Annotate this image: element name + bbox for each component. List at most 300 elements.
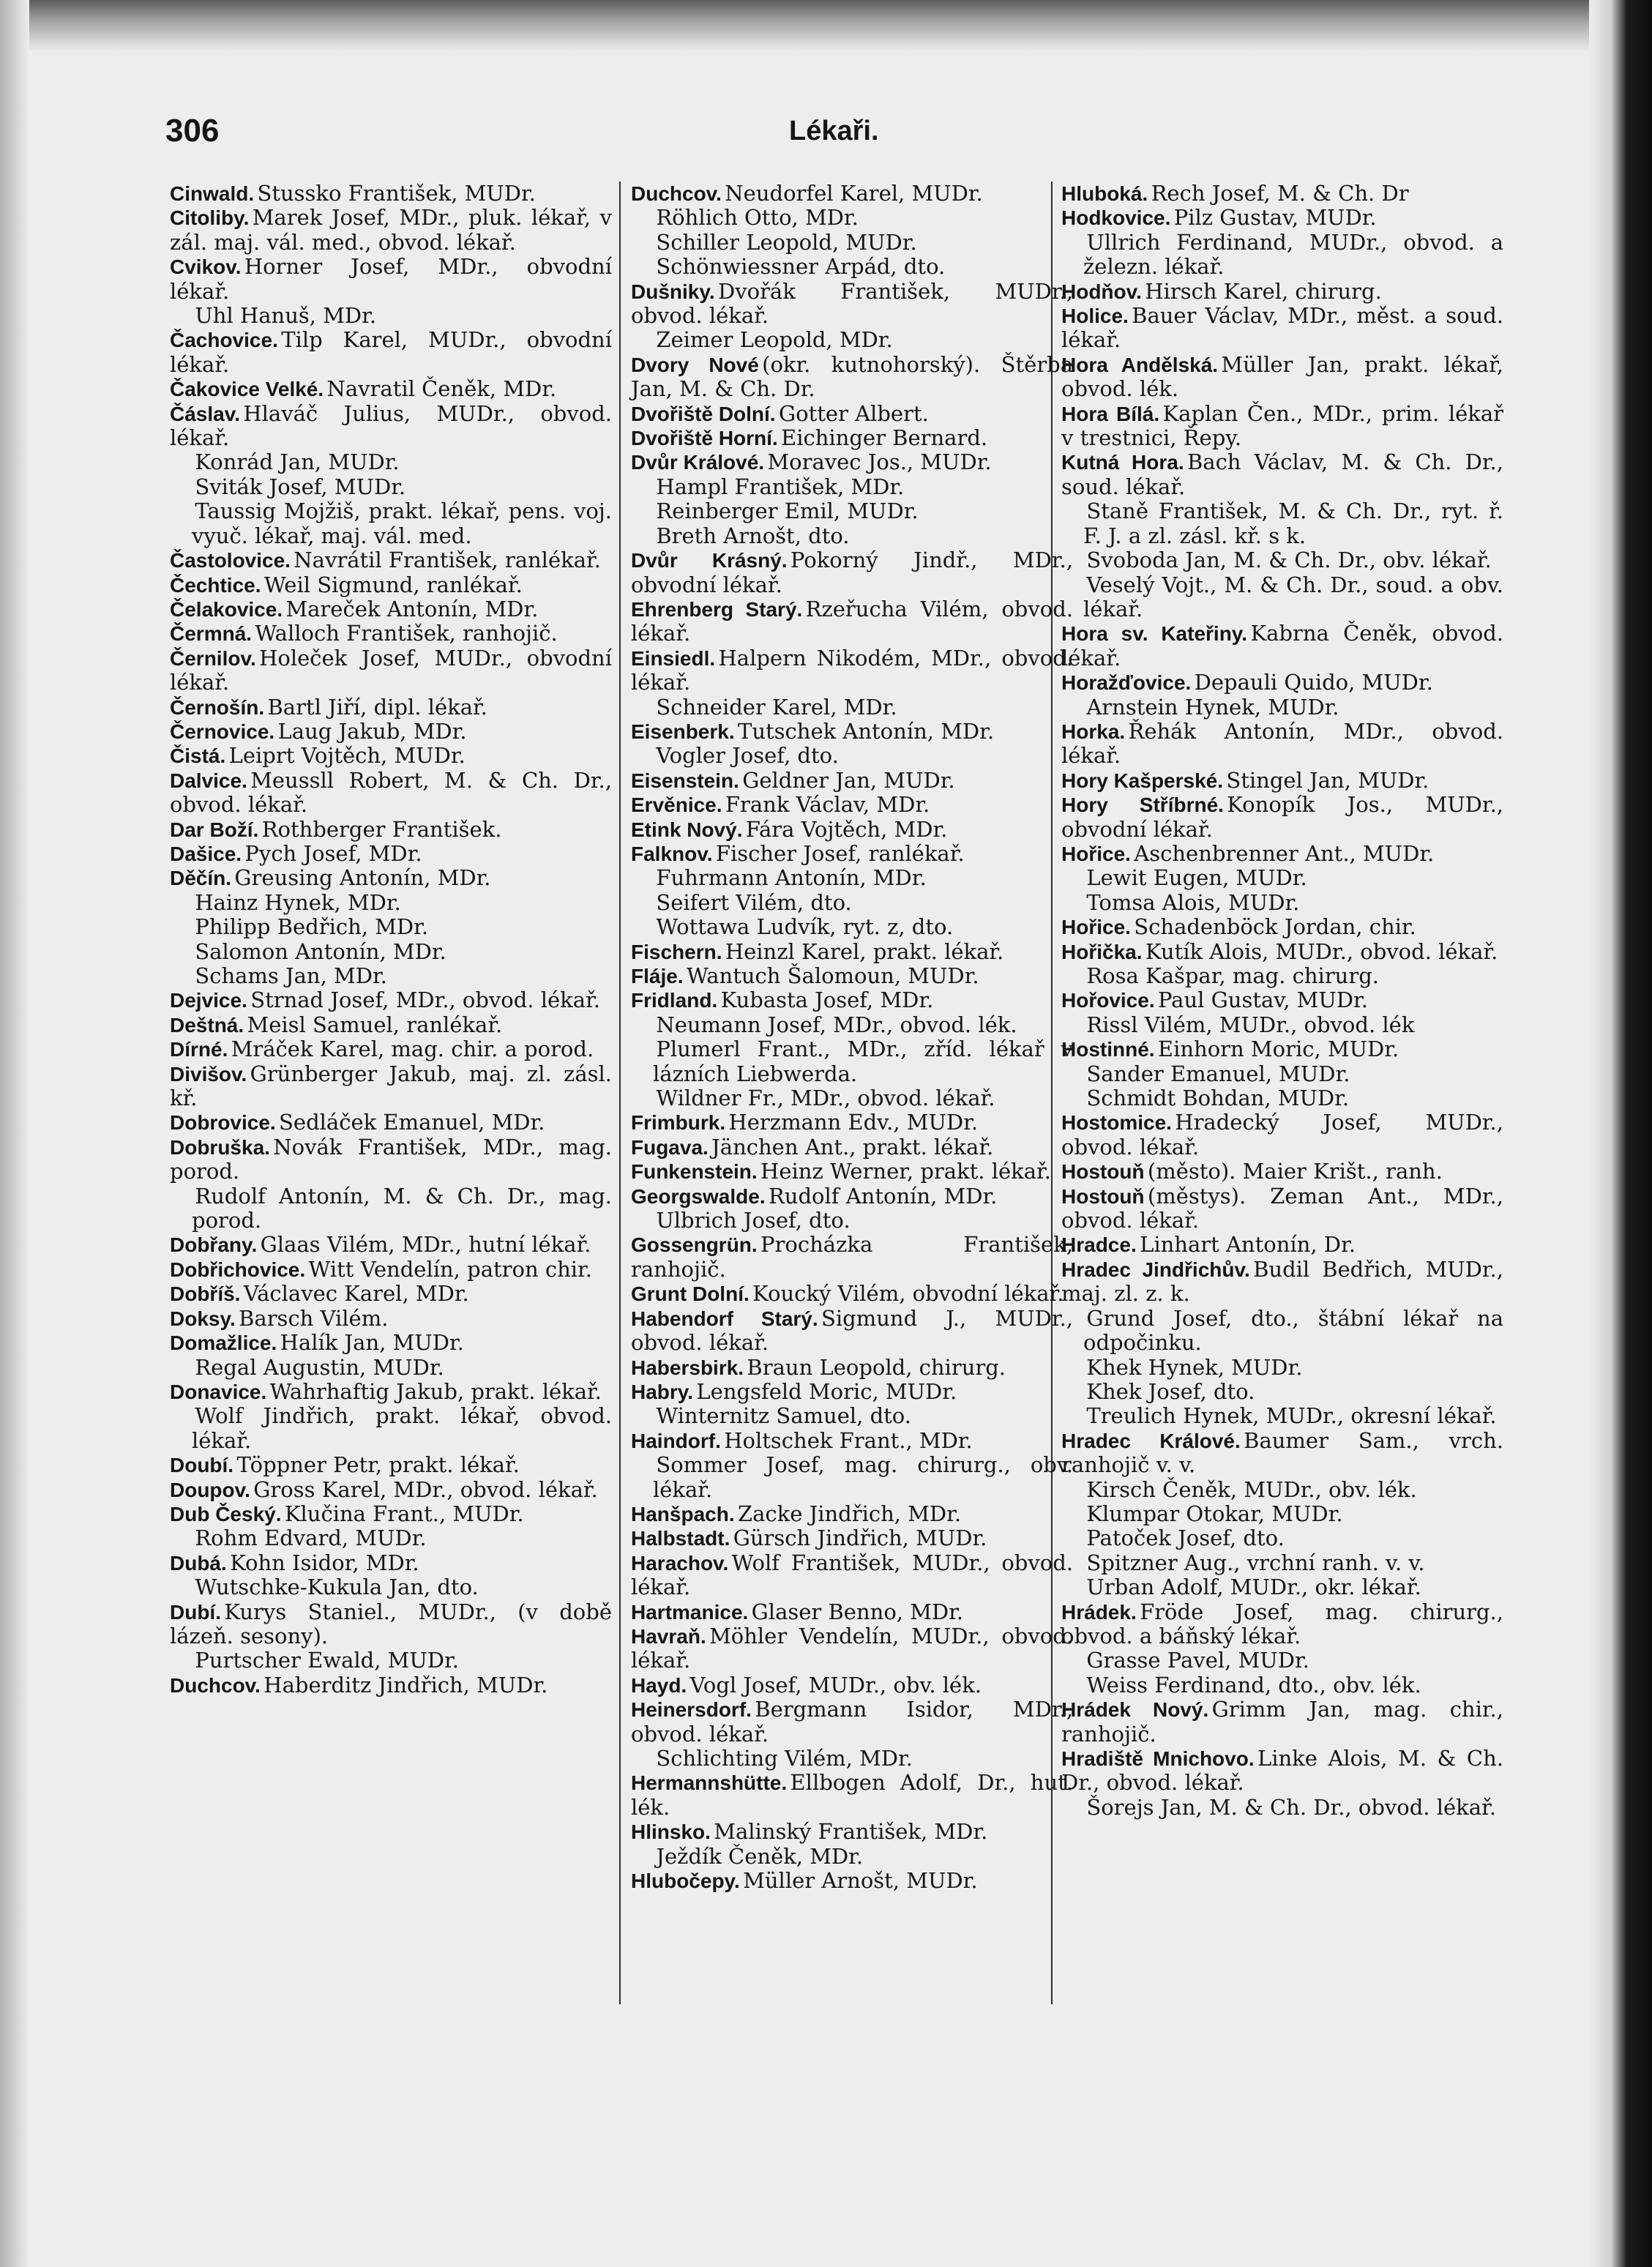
directory-entry	[170, 206, 612, 255]
directory-entry	[170, 1453, 612, 1477]
directory-entry	[631, 964, 1073, 988]
directory-entry	[170, 1526, 612, 1550]
physician-details: Horner Josef, MDr., obvodní lékař.	[170, 254, 612, 304]
physician-details: Linke Alois, M. & Ch. Dr., obvod. lékař.	[1061, 1746, 1503, 1796]
physician-details: Bach Václav, M. & Ch. Dr., soud. lékař.	[1061, 449, 1503, 499]
directory-entry	[170, 182, 612, 206]
physician-details: Rosa Kašpar, mag. chirurg.	[1086, 963, 1379, 988]
directory-entry	[1061, 280, 1503, 304]
place-name: Hradce.	[1061, 1233, 1137, 1257]
physician-details: Frank Václav, MDr.	[725, 792, 930, 818]
place-name: Hlinsko.	[631, 1820, 711, 1844]
directory-entry	[1061, 621, 1503, 671]
directory-entry	[170, 1551, 612, 1575]
physician-details: Gotter Albert.	[778, 400, 929, 426]
place-name: Hořovice.	[1061, 989, 1155, 1012]
physician-details: Greusing Antonín, MDr.	[234, 865, 491, 891]
physician-details: Regal Augustin, MUDr.	[195, 1354, 444, 1380]
place-name: Děčín.	[170, 867, 232, 890]
directory-entry	[631, 695, 1073, 720]
physician-details: Moravec Jos., MUDr.	[767, 449, 992, 475]
directory-entry	[631, 1037, 1073, 1086]
physician-details: Khek Josef, dto.	[1086, 1378, 1255, 1404]
place-name: Hrádek.	[1061, 1600, 1137, 1624]
directory-entry	[1061, 1307, 1503, 1356]
place-name: Hradiště Mnichovo.	[1061, 1747, 1255, 1770]
place-name: Dvořiště Horní.	[631, 427, 778, 450]
physician-details: Gürsch Jindřich, MUDr.	[733, 1525, 987, 1551]
place-name: Čermná.	[170, 622, 253, 646]
physician-details: Stussko František, MUDr.	[257, 181, 536, 206]
physician-details: Navrátil František, ranlékař.	[294, 548, 601, 573]
physician-details: Klumpar Otokar, MUDr.	[1086, 1501, 1343, 1526]
directory-entry	[1061, 573, 1503, 622]
physician-details: Neumann Josef, MDr., obvod. lék.	[656, 1012, 1017, 1037]
directory-entry	[170, 450, 612, 474]
directory-entry	[631, 1209, 1073, 1233]
directory-entry	[170, 573, 612, 597]
directory-entry	[170, 402, 612, 451]
physician-details: Linhart Antonín, Dr.	[1140, 1232, 1356, 1258]
directory-entry	[631, 353, 1073, 402]
place-name: Duchcov.	[631, 182, 722, 205]
directory-entry	[170, 744, 612, 768]
place-name: Havraň.	[631, 1624, 706, 1648]
directory-entry	[631, 818, 1073, 842]
physician-details: Tomsa Alois, MUDr.	[1086, 889, 1300, 915]
directory-entry	[170, 1110, 612, 1135]
physician-details: Pych Josef, MDr.	[244, 840, 422, 866]
physician-details: Wildner Fr., MDr., obvod. lékař.	[656, 1086, 995, 1111]
directory-entry	[631, 842, 1073, 866]
directory-entry	[1061, 304, 1503, 353]
place-name: Georgswalde.	[631, 1184, 766, 1208]
directory-entry	[170, 988, 612, 1012]
physician-details: Malinský František, MDr.	[714, 1819, 988, 1845]
place-name: Dubí.	[170, 1600, 221, 1624]
place-name: Hostouň	[1061, 1160, 1145, 1184]
place-name: Hermannshütte.	[631, 1771, 788, 1795]
directory-entry	[170, 304, 612, 328]
physician-details: Khek Hynek, MUDr.	[1086, 1354, 1303, 1380]
place-name: Čakovice Velké.	[170, 378, 324, 401]
physician-details: Schiller Leopold, MUDr.	[656, 229, 917, 255]
directory-entry	[170, 1478, 612, 1502]
place-name: Dar Boží.	[170, 818, 259, 841]
physician-details: Heinz Werner, prakt. lékař.	[760, 1159, 1051, 1184]
physician-details: Grund Josef, dto., štábní lékař na odpočinku.	[1083, 1305, 1503, 1356]
directory-entry	[170, 720, 612, 744]
place-name: Čistá.	[170, 744, 226, 768]
physician-details: Procházka František, ranhojič.	[631, 1232, 1073, 1282]
place-name: Hory Stříbrné.	[1061, 793, 1224, 817]
place-name: Duchcov.	[170, 1673, 261, 1697]
directory-entry	[1061, 1258, 1503, 1307]
physician-details: Urban Adolf, MUDr., okr. lékař.	[1086, 1575, 1421, 1600]
directory-entry	[1061, 695, 1503, 720]
directory-entry	[631, 1404, 1073, 1428]
physician-details: Wutschke-Kukula Jan, dto.	[195, 1575, 479, 1600]
physician-details: Winternitz Samuel, dto.	[656, 1403, 911, 1429]
physician-details: Walloch František, ranhojič.	[255, 621, 558, 646]
directory-entry	[631, 206, 1073, 230]
directory-entry	[631, 255, 1073, 279]
directory-entry	[170, 891, 612, 915]
place-name: Gossengrün.	[631, 1233, 758, 1257]
physician-details: Geldner Jan, MUDr.	[742, 767, 955, 793]
directory-entry	[1061, 1648, 1503, 1673]
directory-entry	[631, 1502, 1073, 1526]
physician-details: Reinberger Emil, MUDr.	[656, 498, 919, 524]
directory-entry	[1061, 1380, 1503, 1404]
place-name: Černošín.	[170, 695, 265, 719]
directory-entry	[631, 720, 1073, 744]
place-name: Divišov.	[170, 1062, 247, 1086]
place-name: Falknov.	[631, 842, 713, 865]
place-name: Domažlice.	[170, 1332, 277, 1355]
physician-details: Weil Sigmund, ranlékař.	[264, 572, 523, 597]
place-name: Hartmanice.	[631, 1600, 749, 1624]
physician-details: Rissl Vilém, MUDr., obvod. lék	[1086, 1012, 1415, 1037]
physician-details: Weiss Ferdinand, dto., obv. lék.	[1086, 1672, 1421, 1698]
place-name: Dobřichovice.	[170, 1258, 306, 1281]
directory-entry	[631, 1698, 1073, 1747]
directory-entry	[1061, 1013, 1503, 1037]
physician-details: Braun Leopold, chirurg.	[747, 1354, 1006, 1380]
place-name: Černovice.	[170, 720, 275, 743]
directory-entry	[170, 499, 612, 548]
directory-entry	[1061, 769, 1503, 793]
directory-entry	[631, 597, 1073, 646]
place-name: Haindorf.	[631, 1429, 721, 1452]
physician-details: Meisl Samuel, ranlékař.	[247, 1012, 503, 1037]
physician-details: Eichinger Bernard.	[781, 425, 988, 451]
place-name: Čáslav.	[170, 402, 240, 425]
place-name: Dub Český.	[170, 1502, 282, 1525]
directory-entry	[631, 475, 1073, 499]
place-name: Dobřany.	[170, 1233, 258, 1257]
physician-details: Halík Jan, MUDr.	[280, 1330, 464, 1356]
physician-details: Wantuch Šalomoun, MUDr.	[686, 963, 979, 988]
physician-details: Sviták Josef, MUDr.	[195, 474, 406, 499]
directory-entry	[1061, 1526, 1503, 1550]
place-name: Hayd.	[631, 1673, 687, 1697]
directory-entry	[1061, 1747, 1503, 1796]
physician-details: Schönwiessner Arpád, dto.	[656, 254, 946, 280]
physician-details: Sommer Josef, mag. chirurg., obv. lékař.	[653, 1452, 1073, 1502]
directory-column-2	[631, 182, 1073, 1893]
physician-details: Budil Bedřich, MUDr., maj. zl. z. k.	[1061, 1256, 1503, 1307]
physician-details: Fröde Josef, mag. chirurg., obvod. a báňský lékař.	[1061, 1599, 1503, 1648]
place-name: Čelakovice.	[170, 597, 283, 621]
directory-entry	[1061, 1159, 1503, 1184]
physician-details: Řehák Antonín, MDr., obvod. lékař.	[1061, 718, 1503, 769]
place-name: Hodňov.	[1061, 280, 1142, 303]
physician-details: Lengsfeld Moric, MUDr.	[696, 1378, 957, 1404]
place-name: Kutná Hora.	[1061, 451, 1184, 474]
directory-entry	[170, 1575, 612, 1599]
directory-entry	[1061, 499, 1503, 548]
directory-entry	[1061, 1062, 1503, 1086]
place-name: Eisenberk.	[631, 720, 735, 743]
directory-entry	[170, 842, 612, 866]
physician-details: Grünberger Jakub, maj. zl. zásl. kř.	[170, 1061, 612, 1111]
physician-details: Ježdík Čeněk, MDr.	[656, 1843, 864, 1869]
physician-details: Tilp Karel, MUDr., obvodní lékař.	[170, 327, 612, 377]
place-name: Frimburk.	[631, 1111, 726, 1135]
place-name: Dobrovice.	[170, 1111, 276, 1135]
physician-details: Ullrich Ferdinand, MUDr., obvod. a železn. lékař.	[1083, 229, 1503, 280]
directory-entry	[1061, 1037, 1503, 1061]
directory-entry	[631, 891, 1073, 915]
directory-entry	[631, 280, 1073, 329]
physician-details: Rohm Edvard, MUDr.	[195, 1525, 427, 1551]
directory-entry	[1061, 793, 1503, 842]
physician-details: Svoboda Jan, M. & Ch. Dr., obv. lékař.	[1086, 548, 1492, 573]
directory-entry	[170, 1404, 612, 1453]
physician-details: Vogl Josef, MUDr., obv. lék.	[689, 1672, 982, 1698]
physician-details: Kutík Alois, MUDr., obvod. lékař.	[1145, 938, 1498, 964]
physician-details: Zacke Jindřich, MDr.	[737, 1501, 962, 1526]
directory-entry	[631, 940, 1073, 964]
place-name: Dvůr Krásný.	[631, 549, 788, 572]
directory-entry	[1061, 1233, 1503, 1257]
place-name: Hory Kašperské.	[1061, 769, 1224, 792]
directory-entry	[631, 450, 1073, 474]
place-name: Hostinné.	[1061, 1038, 1155, 1061]
physician-details: Marek Josef, MDr., pluk. lékař, v zál. maj. vál. med., obvod. lékař.	[170, 205, 612, 255]
directory-entry	[1061, 915, 1503, 939]
directory-entry	[631, 1380, 1073, 1404]
physician-details: Paul Gustav, MUDr.	[1157, 987, 1368, 1013]
physician-details: Neudorfel Karel, MUDr.	[725, 181, 983, 206]
physician-details: (městys). Zeman Ant., MDr., obvod. lékař.	[1061, 1183, 1503, 1233]
place-name: Hodkovice.	[1061, 206, 1171, 230]
place-name: Ervěnice.	[631, 793, 722, 817]
physician-details: Bartl Jiří, dipl. lékař.	[267, 694, 487, 720]
directory-entry	[631, 1282, 1073, 1306]
place-name: Donavice.	[170, 1380, 267, 1403]
place-name: Dvory Nové	[631, 353, 759, 376]
place-name: Habendorf Starý.	[631, 1307, 818, 1330]
physician-details: Herzmann Edv., MUDr.	[728, 1110, 979, 1135]
place-name: Eisenstein.	[631, 769, 739, 792]
place-name: Hradec Jindřichův.	[1061, 1258, 1250, 1281]
physician-details: Novák František, MDr., mag. porod.	[170, 1134, 612, 1184]
place-name: Cinwald.	[170, 182, 255, 205]
physician-details: Wahrhaftig Jakub, prakt. lékař.	[269, 1378, 602, 1404]
physician-details: Hainz Hynek, MDr.	[195, 889, 401, 915]
directory-entry	[1061, 1429, 1503, 1478]
place-name: Hostouň	[1061, 1184, 1145, 1208]
directory-entry	[1061, 450, 1503, 499]
physician-details: Schlichting Vilém, MDr.	[656, 1746, 913, 1771]
physician-details: Wolf František, MUDr., obvod. lékař.	[631, 1550, 1073, 1600]
physician-details: Navratil Čeněk, MDr.	[326, 376, 557, 402]
place-name: Heinersdorf.	[631, 1698, 752, 1722]
physician-details: Taussig Mojžiš, prakt. lékař, pens. voj. vyuč. lékař, maj. vál. med.	[192, 498, 612, 548]
physician-details: Möhler Vendelín, MUDr., obvod. lékař.	[631, 1623, 1073, 1673]
directory-entry	[170, 1331, 612, 1355]
place-name: Halbstadt.	[631, 1527, 730, 1550]
physician-details: Hlaváč Julius, MUDr., obvod. lékař.	[170, 400, 612, 451]
directory-entry	[631, 548, 1073, 597]
place-name: Dvůr Králové.	[631, 451, 765, 474]
physician-details: Röhlich Otto, MDr.	[656, 205, 859, 231]
directory-entry	[631, 1356, 1073, 1380]
directory-entry	[1061, 182, 1503, 206]
physician-details: Mráček Karel, mag. chir. a porod.	[231, 1037, 594, 1062]
directory-entry	[1061, 1502, 1503, 1526]
physician-details: Uhl Hanuš, MDr.	[195, 303, 377, 329]
directory-entry	[170, 1648, 612, 1673]
directory-entry	[1061, 206, 1503, 230]
directory-entry	[1061, 1086, 1503, 1110]
physician-details: Gross Karel, MDr., obvod. lékař.	[253, 1476, 598, 1502]
directory-entry	[1061, 720, 1503, 769]
directory-entry	[631, 1110, 1073, 1135]
directory-entry	[631, 1429, 1073, 1453]
directory-entry	[631, 524, 1073, 548]
place-name: Čechtice.	[170, 573, 261, 597]
directory-entry	[170, 646, 612, 695]
directory-entry	[631, 793, 1073, 817]
directory-entry	[631, 1307, 1073, 1356]
scan-edge-right	[1589, 0, 1652, 2267]
physician-details: Wottawa Ludvík, ryt. z, dto.	[656, 914, 954, 940]
place-name: Dírné.	[170, 1038, 228, 1061]
column-divider	[619, 182, 621, 2004]
physician-details: (okr. kutnohorský). Štěrba Jan, M. & Ch. Dr.	[631, 351, 1073, 402]
physician-details: Grasse Pavel, MUDr.	[1086, 1648, 1309, 1673]
physician-details: Vogler Josef, dto.	[656, 743, 839, 769]
directory-entry	[1061, 1600, 1503, 1649]
directory-entry	[170, 1233, 612, 1257]
page-number: 306	[165, 113, 220, 149]
physician-details: Fischer Josef, ranlékař.	[715, 840, 965, 866]
physician-details: Breth Arnošt, dto.	[656, 523, 850, 548]
directory-entry	[170, 964, 612, 988]
physician-details: Glaser Benno, MDr.	[751, 1599, 964, 1624]
directory-entry	[1061, 1698, 1503, 1747]
physician-details: Arnstein Hynek, MUDr.	[1086, 694, 1339, 720]
physician-details: Holtschek Frant., MDr.	[724, 1427, 973, 1453]
directory-entry	[631, 915, 1073, 939]
place-name: Harachov.	[631, 1551, 729, 1575]
physician-details: Konopík Jos., MUDr., obvodní lékař.	[1061, 792, 1504, 842]
physician-details: Purtscher Ewald, MUDr.	[195, 1648, 459, 1673]
place-name: Horka.	[1061, 720, 1126, 743]
physician-details: Schadenböck Jordan, chir.	[1134, 914, 1416, 940]
physician-details: Leiprt Vojtěch, MUDr.	[228, 743, 466, 769]
directory-entry	[631, 1135, 1073, 1159]
place-name: Hořička.	[1061, 940, 1143, 963]
place-name: Hora Bílá.	[1061, 402, 1160, 425]
place-name: Hora sv. Kateřiny.	[1061, 622, 1248, 646]
physician-details: Pilz Gustav, MUDr.	[1173, 205, 1377, 231]
physician-details: Staně František, M. & Ch. Dr., ryt. ř. F. J. a zl. zásl. kř. s k.	[1083, 498, 1503, 548]
physician-details: Kaplan Čen., MDr., prim. lékař v trestnici, Řepy.	[1061, 400, 1503, 451]
place-name: Fischern.	[631, 940, 722, 963]
directory-entry	[631, 646, 1073, 695]
directory-entry	[170, 548, 612, 572]
physician-details: Holeček Josef, MUDr., obvodní lékař.	[170, 645, 612, 695]
directory-entry	[631, 1551, 1073, 1600]
place-name: Hluboká.	[1061, 182, 1148, 205]
physician-details: Dvořák František, MUDr., obvod. lékař.	[631, 278, 1073, 329]
place-name: Cvikov.	[170, 255, 242, 279]
place-name: Dvořiště Dolní.	[631, 402, 776, 425]
directory-entry	[631, 744, 1073, 768]
place-name: Dejvice.	[170, 989, 247, 1012]
physician-details: Koucký Vilém, obvodní lékař.	[752, 1281, 1064, 1307]
directory-entry	[1061, 1404, 1503, 1428]
physician-details: Ellbogen Adolf, Dr., hut. lék.	[631, 1770, 1073, 1820]
directory-entry	[170, 1600, 612, 1649]
directory-entry	[631, 1184, 1073, 1209]
physician-details: Šorejs Jan, M. & Ch. Dr., obvod. lékař.	[1086, 1794, 1496, 1820]
directory-entry	[631, 1673, 1073, 1698]
physician-details: Rudolf Antonín, M. & Ch. Dr., mag. porod.	[192, 1183, 612, 1233]
directory-entry	[1061, 1356, 1503, 1380]
directory-entry	[631, 988, 1073, 1012]
place-name: Einsiedl.	[631, 646, 716, 670]
physician-details: Meussll Robert, M. & Ch. Dr., obvod. lékař.	[170, 767, 612, 818]
directory-entry	[170, 1037, 612, 1061]
scan-edge-left	[0, 0, 29, 2267]
directory-entry	[631, 1869, 1073, 1893]
directory-entry	[170, 597, 612, 621]
physician-details: Kubasta Josef, MDr.	[720, 987, 934, 1013]
physician-details: Václavec Karel, MDr.	[243, 1281, 469, 1307]
place-name: Hrádek Nový.	[1061, 1698, 1209, 1722]
physician-details: Baumer Sam., vrch. ranhojič v. v.	[1061, 1427, 1503, 1478]
place-name: Hostomice.	[1061, 1111, 1172, 1135]
physician-details: Bergmann Isidor, MDr., obvod. lékař.	[631, 1697, 1073, 1747]
place-name: Hlubočepy.	[631, 1870, 740, 1893]
physician-details: Sigmund J., MUDr., obvod. lékař.	[631, 1305, 1073, 1356]
directory-entry	[170, 915, 612, 939]
place-name: Habersbirk.	[631, 1356, 744, 1379]
place-name: Hořice.	[1061, 842, 1131, 865]
directory-entry	[170, 1258, 612, 1282]
place-name: Hanšpach.	[631, 1502, 735, 1525]
directory-entry	[1061, 940, 1503, 964]
directory-entry	[631, 1526, 1073, 1550]
directory-entry	[631, 1086, 1073, 1110]
place-name: Hořice.	[1061, 916, 1131, 939]
directory-entry	[170, 1356, 612, 1380]
place-name: Doupov.	[170, 1478, 250, 1501]
directory-entry	[631, 866, 1073, 890]
directory-entry	[170, 1062, 612, 1111]
physician-details: Laug Jakub, MDr.	[277, 718, 467, 744]
physician-details: Schneider Karel, MDr.	[656, 694, 897, 720]
place-name: Fridland.	[631, 989, 718, 1012]
directory-entry	[631, 499, 1073, 523]
physician-details: Mareček Antonín, MDr.	[285, 596, 539, 621]
directory-entry	[631, 328, 1073, 352]
directory-entry	[170, 769, 612, 818]
directory-entry	[1061, 866, 1503, 890]
physician-details: Spitzner Aug., vrchní ranh. v. v.	[1086, 1550, 1425, 1575]
physician-details: Sander Emanuel, MUDr.	[1086, 1061, 1350, 1086]
running-head: Lékaři.	[789, 116, 879, 146]
physician-details: (město). Maier Krišt., ranh.	[1147, 1159, 1443, 1184]
directory-entry	[631, 426, 1073, 450]
physician-details: Ulbrich Josef, dto.	[656, 1208, 851, 1233]
physician-details: Zeimer Leopold, MDr.	[656, 327, 893, 353]
